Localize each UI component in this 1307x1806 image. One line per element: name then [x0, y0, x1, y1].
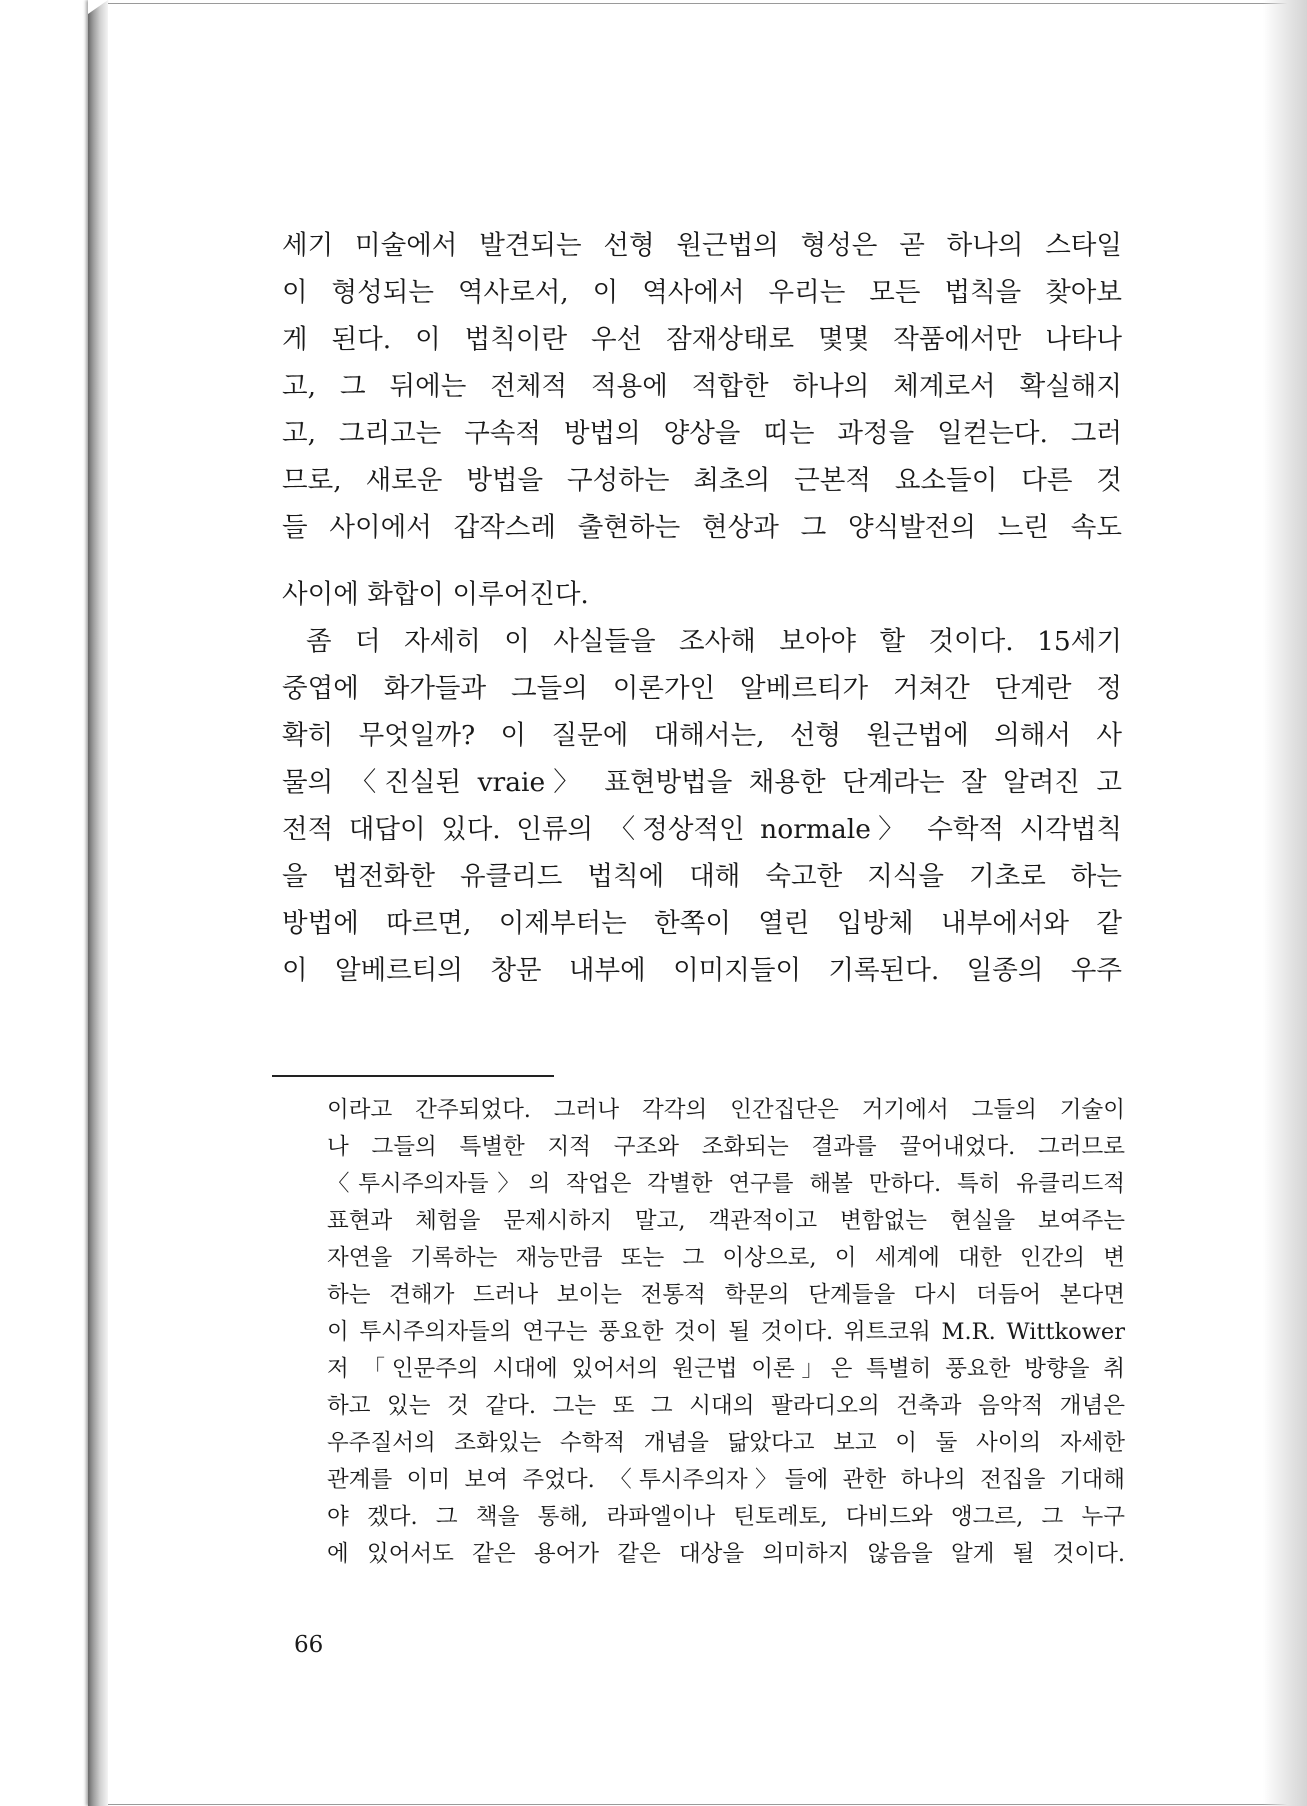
body-text-line: 방법에 따르면, 이제부터는 한쪽이 열린 입방체 내부에서와 같: [282, 908, 1122, 939]
book-spine-edge: [88, 0, 108, 1806]
body-text-line: 고, 그리고는 구속적 방법의 양상을 띠는 과정을 일컫는다. 그러: [282, 418, 1122, 449]
footnote-line: 하고 있는 것 같다. 그는 또 그 시대의 팔라디오의 건축과 음악적 개념은: [327, 1393, 1125, 1419]
footnote-line: 나 그들의 특별한 지적 구조와 조화되는 결과를 끌어내었다. 그러므로: [327, 1134, 1125, 1160]
footnote-line: 이 투시주의자들의 연구는 풍요한 것이 될 것이다. 위트코워 M.R. Wittkower: [327, 1319, 1125, 1345]
book-page: [108, 3, 1307, 1805]
body-text-line: 게 된다. 이 법칙이란 우선 잠재상태로 몇몇 작품에서만 나타나: [282, 324, 1122, 355]
footnote-line: 저 「인문주의 시대에 있어서의 원근법 이론」은 특별히 풍요한 방향을 취: [327, 1356, 1125, 1382]
footnote-line: 이라고 간주되었다. 그러나 각각의 인간집단은 거기에서 그들의 기술이: [327, 1097, 1125, 1123]
body-text-line: 사이에 화합이 이루어진다.: [282, 579, 589, 610]
footnote-line: 표현과 체험을 문제시하지 말고, 객관적이고 변함없는 현실을 보여주는: [327, 1208, 1125, 1234]
body-text-line: 고, 그 뒤에는 전체적 적용에 적합한 하나의 체계로서 확실해지: [282, 371, 1122, 402]
body-text-line: 이 알베르티의 창문 내부에 이미지들이 기록된다. 일종의 우주: [282, 955, 1122, 986]
body-text-line: 좀 더 자세히 이 사실들을 조사해 보아야 할 것이다. 15세기: [306, 626, 1122, 657]
body-text-line: 을 법전화한 유클리드 법칙에 대해 숙고한 지식을 기초로 하는: [282, 861, 1122, 892]
page-corner: [88, 0, 108, 14]
body-text-line: 므로, 새로운 방법을 구성하는 최초의 근본적 요소들이 다른 것: [282, 465, 1122, 496]
footnote-line: 에 있어서도 같은 용어가 같은 대상을 의미하지 않음을 알게 될 것이다.: [327, 1541, 1125, 1567]
body-text-line: 세기 미술에서 발견되는 선형 원근법의 형성은 곧 하나의 스타일: [282, 230, 1122, 261]
page-right-shadow: [1263, 0, 1307, 1806]
body-text-line: 들 사이에서 갑작스레 출현하는 현상과 그 양식발전의 느린 속도: [282, 512, 1122, 543]
footnote-line: 〈투시주의자들〉의 작업은 각별한 연구를 해볼 만하다. 특히 유클리드적: [327, 1171, 1125, 1197]
footnote-line: 자연을 기록하는 재능만큼 또는 그 이상으로, 이 세계에 대한 인간의 변: [327, 1245, 1125, 1271]
footnote-line: 야 겠다. 그 책을 통해, 라파엘이나 틴토레토, 다비드와 앵그르, 그 누구: [327, 1504, 1125, 1530]
footnote-line: 우주질서의 조화있는 수학적 개념을 닮았다고 보고 이 둘 사이의 자세한: [327, 1430, 1125, 1456]
footnote-line: 하는 견해가 드러나 보이는 전통적 학문의 단계들을 다시 더듬어 본다면: [327, 1282, 1125, 1308]
body-text-line: 이 형성되는 역사로서, 이 역사에서 우리는 모든 법칙을 찾아보: [282, 277, 1122, 308]
body-text-line: 확히 무엇일까? 이 질문에 대해서는, 선형 원근법에 의해서 사: [282, 720, 1122, 751]
body-text-line: 물의 〈진실된 vraie〉 표현방법을 채용한 단계라는 잘 알려진 고: [282, 767, 1122, 798]
footnote-divider: [272, 1075, 554, 1077]
page-number: 66: [294, 1632, 324, 1658]
footnote-line: 관계를 이미 보여 주었다. 〈투시주의자〉들에 관한 하나의 전집을 기대해: [327, 1467, 1125, 1493]
body-text-line: 전적 대답이 있다. 인류의 〈정상적인 normale〉 수학적 시각법칙: [282, 814, 1122, 845]
body-text-line: 중엽에 화가들과 그들의 이론가인 알베르티가 거쳐간 단계란 정: [282, 673, 1122, 704]
